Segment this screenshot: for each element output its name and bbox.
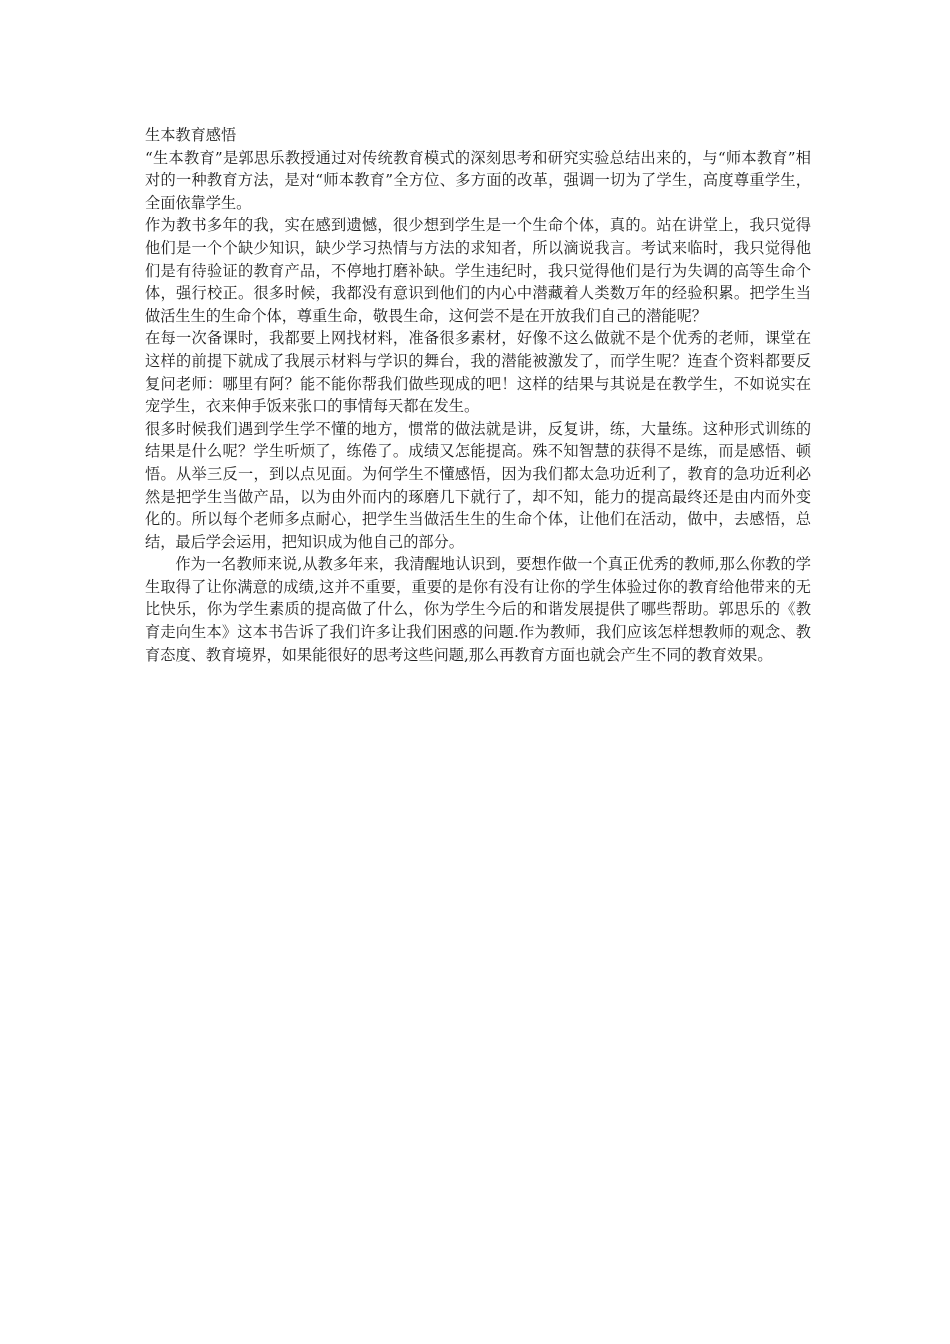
paragraph-5: 作为一名教师来说,从教多年来，我清醒地认识到，要想作做一个真正优秀的教师,那么你教的学生取得了让你满意的成绩,这并不重要，重要的是你有没有让你的学生体验过你的教育给他带来的无比快乐，你为学生素质的提高做了什么，你为学生今后的和谐发展提供了哪些帮助。郭思乐的《教育走向生本》这本书告诉了我们许多让我们困惑的问题.作为教师，我们应该怎样想教师的观念、教育态度、教育境界，如果能很好的思考这些问题,那么再教育方面也就会产生不同的教育效果。: [145, 555, 811, 664]
document-body: [145, 124, 811, 666]
paragraph-3: 在每一次备课时，我都要上网找材料，准备很多素材，好像不这么做就不是个优秀的老师，课堂在这样的前提下就成了我展示材料与学识的舞台，我的潜能被激发了，而学生呢？连查个资料都要反复问老师：哪里有阿？能不能你帮我们做些现成的吧！这样的结果与其说是在教学生，不如说实在宠学生，衣来伸手饭来张口的事情每天都在发生。: [145, 329, 811, 416]
document-title: 生本教育感悟: [145, 126, 237, 144]
paragraph-4: 很多时候我们遇到学生学不懂的地方，惯常的做法就是讲，反复讲，练，大量练。这种形式训练的结果是什么呢？学生听烦了，练倦了。成绩又怎能提高。殊不知智慧的获得不是练，而是感悟、顿悟。从举三反一，到以点见面。为何学生不懂感悟，因为我们都太急功近利了，教育的急功近利必然是把学生当做产品，以为由外而内的琢磨几下就行了，却不知，能力的提高最终还是由内而外变化的。所以每个老师多点耐心，把学生当做活生生的生命个体，让他们在活动，做中，去感悟，总结，最后学会运用，把知识成为他自己的部分。: [145, 419, 811, 551]
paragraph-2: 作为教书多年的我，实在感到遗憾，很少想到学生是一个生命个体，真的。站在讲堂上，我只觉得他们是一个个缺少知识，缺少学习热情与方法的求知者，所以滴说我言。考试来临时，我只觉得他们是有待验证的教育产品，不停地打磨补缺。学生违纪时，我只觉得他们是行为失调的高等生命个体，强行校正。很多时候，我都没有意识到他们的内心中潜藏着人类数万年的经验积累。把学生当做活生生的生命个体，尊重生命，敬畏生命，这何尝不是在开放我们自己的潜能呢？: [145, 216, 811, 325]
paragraph-1: “生本教育”是郭思乐教授通过对传统教育模式的深刻思考和研究实验总结出来的，与“师本教育”相对的一种教育方法，是对“师本教育”全方位、多方面的改革，强调一切为了学生，高度尊重学生，全面依靠学生。: [145, 148, 811, 212]
